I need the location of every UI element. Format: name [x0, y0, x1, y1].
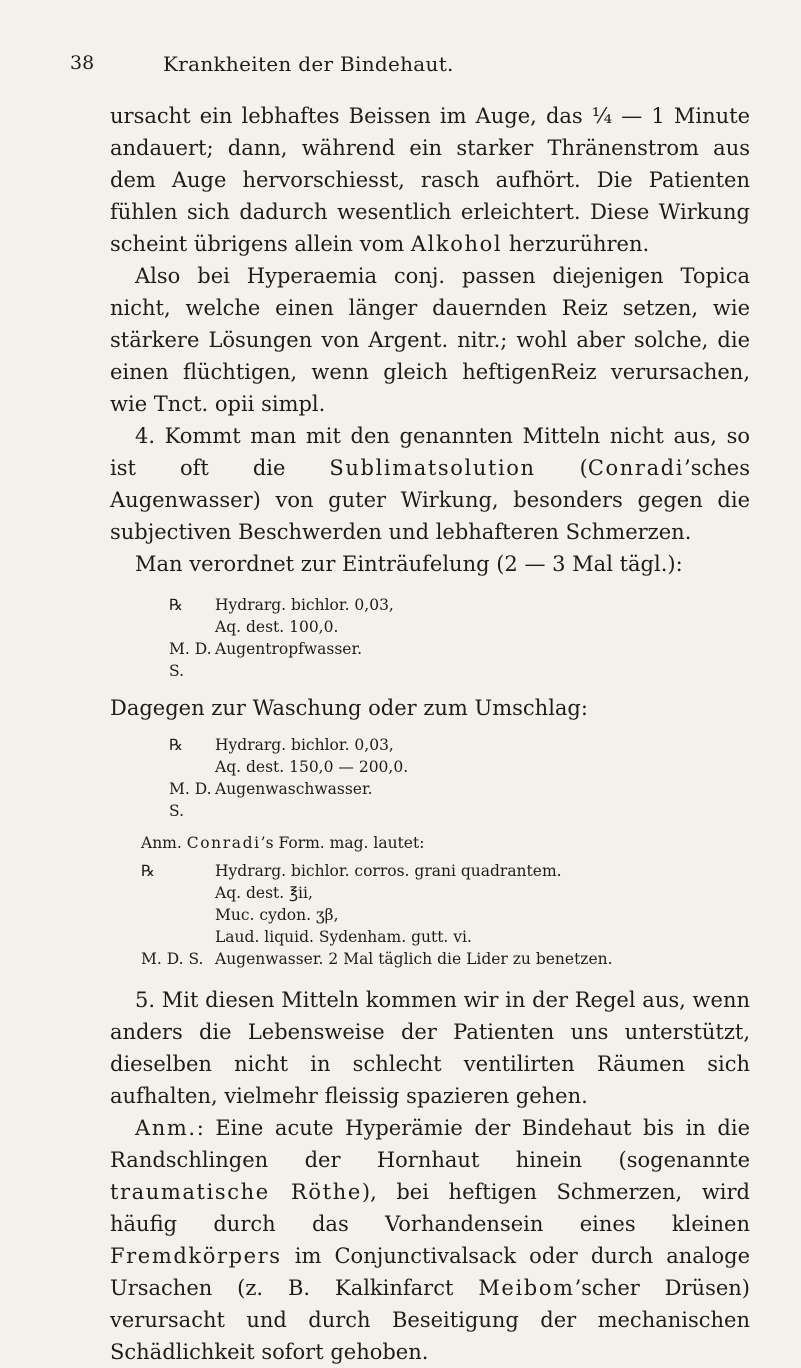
rx-line: M. D. S. Augenwasser. 2 Mal täglich die Lider zu benetzen.	[141, 950, 613, 968]
paragraph-6: 5. Mit diesen Mitteln kommen wir in der Regel aus, wenn anders die Lebensweise der Patienten uns unterstützt, dieselben nicht in schlecht ventilirten Räumen sich aufhalten, vielmehr fleissig spazieren gehen.	[110, 988, 750, 1108]
page-body	[110, 100, 750, 1368]
paragraph-7: Anm.: Eine acute Hyperämie der Bindehaut bis in die Randschlingen der Hornhaut hinein (sogenannte traumatische Röthe), bei heftigen Schmerzen, wird häufig durch das Vorhandensein eines kleinen Fremdkörpers im Conjunctivalsack oder durch analoge Ursachen (z. B. Kalkinfarct Meibom’scher Drüsen) verursacht und durch Beseitigung der mechanischen Schädlichkeit sofort gehoben.	[110, 1116, 751, 1364]
rx-line: Aq. dest. 100,0.	[215, 618, 339, 636]
rx-line: Aq. dest. 150,0 — 200,0.	[215, 758, 409, 776]
paragraph-4: Man verordnet zur Einträufelung (2 — 3 Mal tägl.):	[135, 552, 683, 576]
rx-line: ℞ Hydrarg. bichlor. corros. grani quadrantem.	[141, 862, 562, 880]
rx-line: Laud. liquid. Sydenham. gutt. vi.	[215, 928, 472, 946]
paragraph-2: Also bei Hyperaemia conj. passen diejenigen Topica nicht, welche einen länger dauernden Reiz setzen, wie stärkere Lösungen von Argent. nitr.; wohl aber solche, die einen flüchtigen, wenn gleich heftigenReiz verursachen, wie Tnct. opii simpl.	[110, 264, 750, 416]
note-heading: Anm. Conradi’s Form. mag. lautet:	[141, 834, 425, 852]
emph-conradi-note: Conradi	[186, 834, 261, 852]
emph-traumatische-roethe: traumatische Röthe	[110, 1180, 362, 1204]
rx-line: Muc. cydon. ʒβ,	[215, 906, 339, 924]
rx-line: Aq. dest. ℥ii,	[215, 884, 313, 902]
prescription-2	[169, 734, 750, 822]
paragraph-3: 4. Kommt man mit den genannten Mitteln nicht aus, so ist oft die Sublimatsolution (Conradi’sches Augenwasser) von guter Wirkung, besonders gegen die subjectiven Beschwerden und lebhafteren Schmerzen.	[110, 424, 750, 544]
emph-alkohol: Alkohol	[410, 232, 503, 256]
prescription-3	[141, 860, 750, 970]
paragraph-1: ursacht ein lebhaftes Beissen im Auge, das ¼ — 1 Minute andauert; dann, während ein starker Thränenstrom aus dem Auge hervorschiesst, rasch aufhört. Die Patienten fühlen sich dadurch wesentlich erleichtert. Diese Wirkung scheint übrigens allein vom Alkohol herzurühren.	[110, 104, 750, 256]
page-header	[70, 52, 770, 84]
prescription-1	[169, 594, 750, 682]
paragraph-5: Dagegen zur Waschung oder zum Umschlag:	[110, 696, 588, 720]
rx-line: M. D. S. Augenwaschwasser.	[169, 780, 373, 820]
rx-line: ℞ Hydrarg. bichlor. 0,03,	[169, 596, 394, 614]
rx-line: ℞ Hydrarg. bichlor. 0,03,	[169, 736, 394, 754]
rx-line: M. D. S. Augentropfwasser.	[169, 640, 363, 680]
page-number: 38	[70, 52, 95, 74]
emph-sublimatsolution: Sublimatsolution	[329, 456, 536, 480]
running-title: Krankheiten der Bindehaut.	[163, 52, 454, 76]
emph-meibom: Meibom	[478, 1276, 575, 1300]
emph-anm: Anm.	[135, 1116, 197, 1140]
emph-fremdkoerpers: Fremdkörpers	[110, 1244, 282, 1268]
emph-conradi: Conradi	[587, 456, 685, 480]
